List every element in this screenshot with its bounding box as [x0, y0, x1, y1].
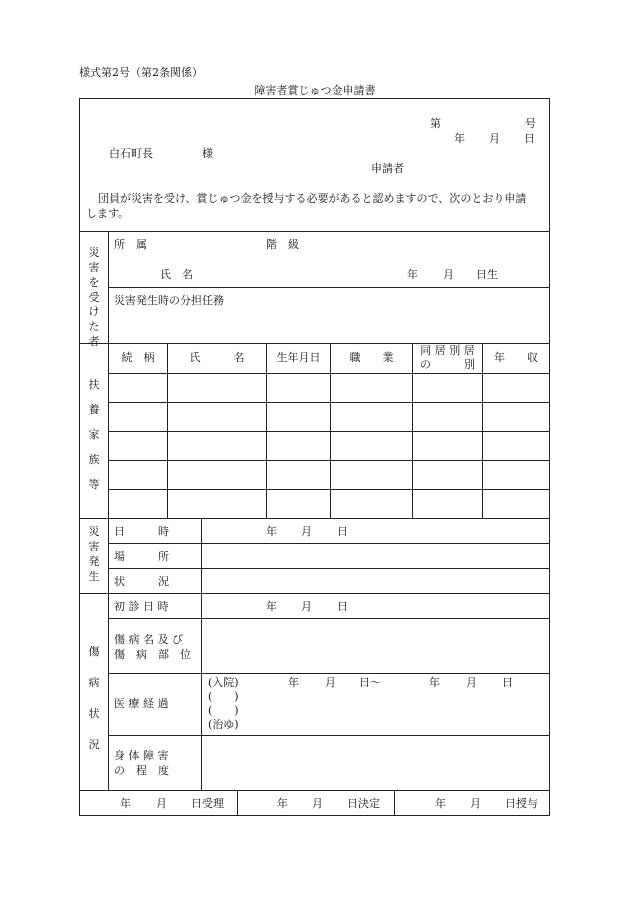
request-text-line2: します。: [86, 207, 130, 220]
date-day-label: 日: [524, 132, 535, 145]
injury-name-label-line1: 傷 病 名 及 び: [114, 633, 183, 646]
affiliation-label: 所 属: [114, 238, 147, 251]
number-go: 号: [525, 117, 536, 130]
decided-year: 年: [277, 797, 288, 810]
injury-section-label: 傷 病 状 況: [88, 645, 100, 751]
progress-to-year: 年: [429, 676, 440, 689]
first-visit-day-label: 日: [337, 600, 348, 613]
dependents-section-label: 扶 養 家 族 等: [88, 378, 100, 491]
progress-from-month: 月: [325, 676, 336, 689]
rank-label: 階 級: [266, 238, 299, 251]
incident-datetime-label: 日 時: [114, 525, 169, 538]
date-month-label: 月: [489, 132, 500, 145]
addressee: 白石町長: [109, 147, 153, 160]
progress-to-day: 日: [502, 676, 513, 689]
awarded-year: 年: [435, 797, 446, 810]
income-header: 年 収: [494, 351, 538, 364]
cohabitation-header-line1: 同 居 別 居: [420, 344, 475, 357]
received-year: 年: [120, 797, 131, 810]
application-form-frame: [79, 98, 550, 816]
progress-from-day: 日〜: [359, 676, 381, 689]
decided-day: 日決定: [347, 797, 380, 810]
request-text-line1: 団員が災害を受け、賞じゅつ金を授与する必要があると認めますので、次のとおり申請: [98, 192, 527, 205]
number-dai: 第: [430, 117, 441, 130]
awarded-month: 月: [470, 797, 481, 810]
birth-day-label: 日生: [476, 268, 498, 281]
received-month: 月: [156, 797, 167, 810]
birth-month-label: 月: [443, 268, 454, 281]
injury-name-label-line2: 傷 病 部 位: [114, 648, 191, 661]
incident-month-label: 月: [301, 525, 312, 538]
duty-label: 災害発生時の分担任務: [114, 294, 224, 307]
first-visit-year-label: 年: [266, 600, 277, 613]
progress-from-year: 年: [288, 676, 299, 689]
incident-situation-label: 状 況: [114, 575, 169, 588]
medical-progress-label: 医 療 経 過: [114, 697, 169, 710]
document-title: 障害者賞じゅつ金申請書: [254, 84, 376, 97]
cohabitation-header-line2: の 別: [420, 358, 475, 371]
awarded-day: 日授与: [505, 797, 538, 810]
decided-month: 月: [312, 797, 323, 810]
name-header: 氏 名: [189, 351, 245, 364]
victim-section-label: 災 害 を 受 け た 者: [88, 246, 100, 349]
occupation-header: 職 業: [349, 351, 394, 364]
progress-paren-2: ( ): [208, 704, 239, 717]
received-day: 日受理: [191, 797, 224, 810]
form-number: 様式第2号（第2条関係）: [79, 66, 203, 79]
admission-label: (入院): [208, 676, 239, 689]
relation-header: 続 柄: [121, 351, 155, 364]
incident-day-label: 日: [337, 525, 348, 538]
progress-to-month: 月: [466, 676, 477, 689]
incident-place-label: 場 所: [114, 550, 169, 563]
date-year-label: 年: [454, 132, 465, 145]
disability-label-line1: 身 体 障 害: [114, 749, 169, 762]
incident-year-label: 年: [266, 525, 277, 538]
first-visit-label: 初 診 日 時: [114, 600, 169, 613]
addressee-honorific: 様: [202, 147, 213, 160]
birth-year-label: 年: [407, 268, 418, 281]
applicant-label: 申請者: [371, 162, 404, 175]
disability-label-line2: の 程 度: [114, 764, 169, 777]
birthdate-header: 生年月日: [276, 351, 321, 364]
incident-section-label: 災 害 発 生: [88, 525, 100, 583]
name-label: 氏 名: [160, 268, 193, 281]
cured-label: (治ゆ): [208, 718, 239, 731]
progress-paren-1: ( ): [208, 690, 239, 703]
first-visit-month-label: 月: [301, 600, 312, 613]
